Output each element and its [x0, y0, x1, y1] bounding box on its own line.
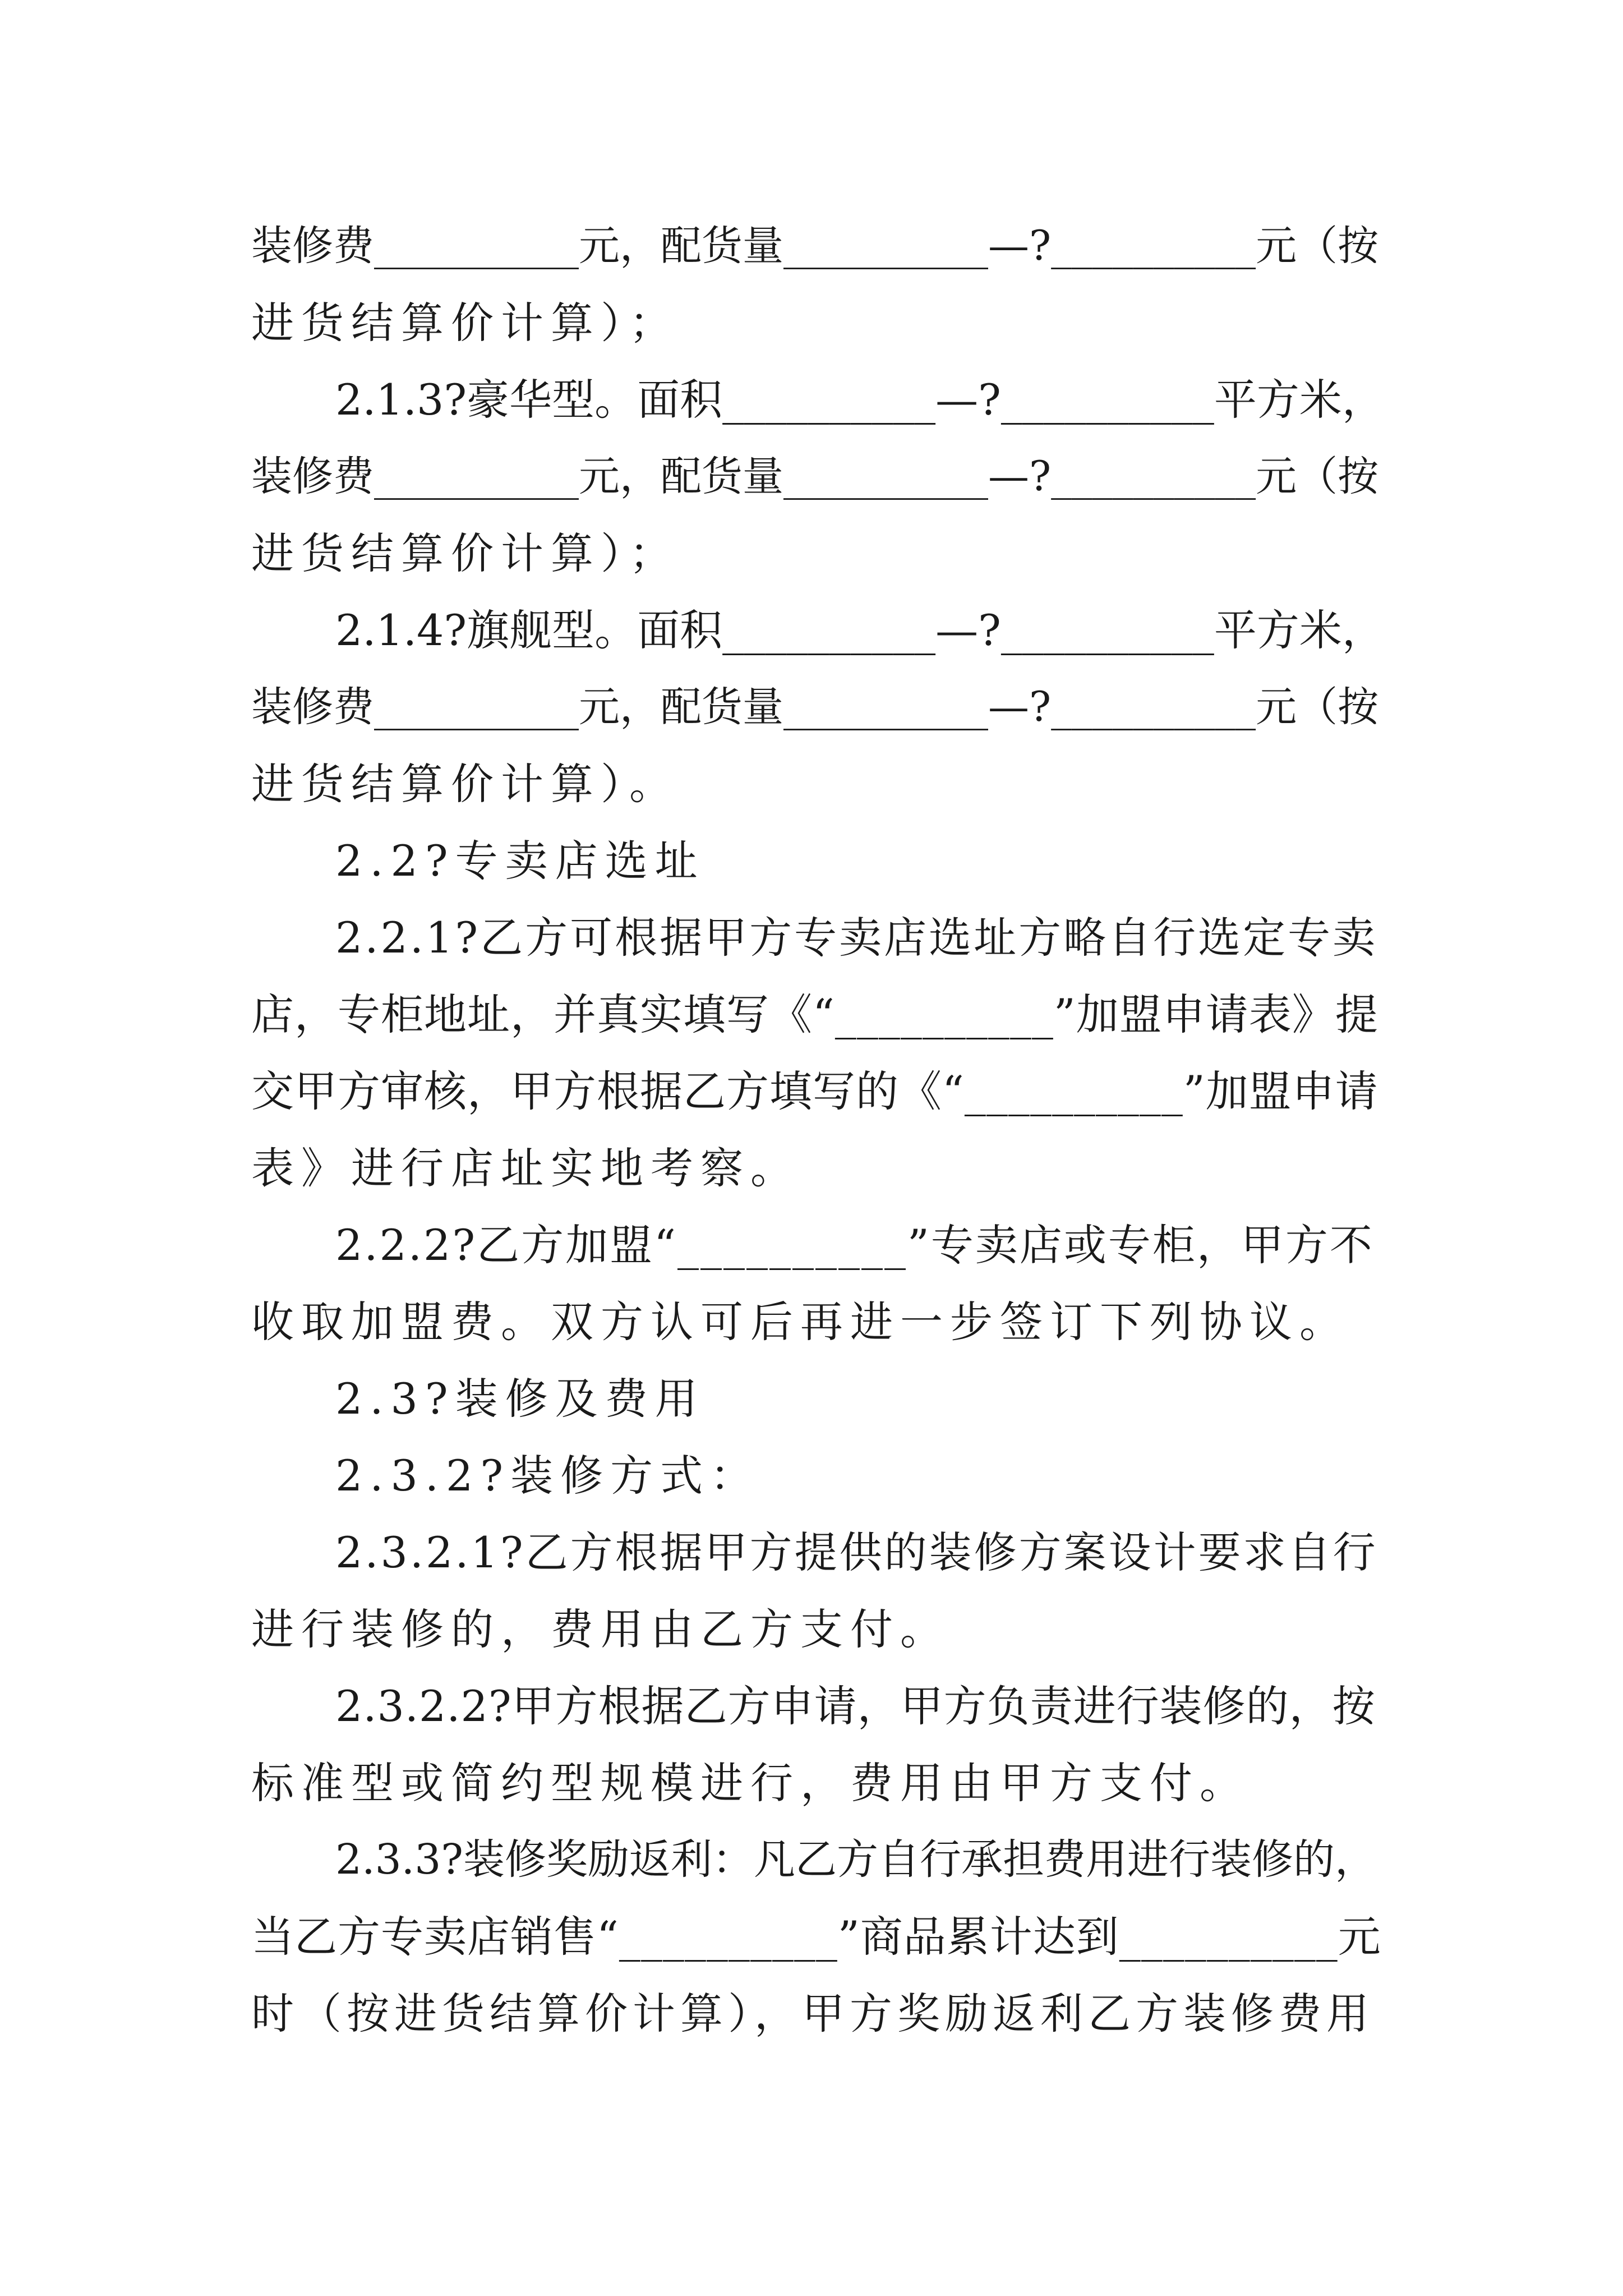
section-heading-2-2: 2.2?专卖店选址 — [335, 836, 705, 886]
text-line: 装修费__________元，配货量__________—?__________元（按 — [251, 222, 1379, 270]
text-line: 进货结算价计算）； — [251, 528, 679, 578]
clause-2-3-2-2: 2.3.2.2?甲方根据乙方申请，甲方负责进行装修的，按 — [335, 1681, 1376, 1731]
text-line: 进货结算价计算）； — [251, 298, 679, 348]
text-line: 店，专柜地址，并真实填写《“__________”加盟申请表》提 — [251, 990, 1378, 1039]
text-line: 表》进行店址实地考察。 — [251, 1143, 800, 1193]
text-line: 标准型或简约型规模进行，费用由甲方支付。 — [251, 1758, 1249, 1808]
clause-2-2-2: 2.2.2?乙方加盟“__________”专卖店或专柜，甲方不 — [335, 1220, 1374, 1270]
text-line: 收取加盟费。双方认可后再进一步签订下列协议。 — [251, 1297, 1349, 1347]
document-page — [251, 208, 1384, 2052]
clause-2-3-3: 2.3.3?装修奖励返利：凡乙方自行承担费用进行装修的， — [335, 1835, 1376, 1884]
clause-2-1-4: 2.1.4?旗舰型。面积__________—?__________平方米， — [335, 605, 1385, 655]
text-line: 当乙方专卖店销售“__________”商品累计达到__________元 — [251, 1912, 1381, 1962]
text-line: 进行装修的，费用由乙方支付。 — [251, 1604, 950, 1654]
section-heading-2-3: 2.3?装修及费用 — [335, 1374, 705, 1424]
text-line: 装修费__________元，配货量__________—?__________元（按 — [251, 453, 1379, 500]
text-line: 时（按进货结算价计算），甲方奖励返利乙方装修费用 — [251, 1989, 1374, 2039]
clause-2-3-2: 2.3.2?装修方式： — [335, 1451, 760, 1501]
clause-2-3-2-1: 2.3.2.1?乙方根据甲方提供的装修方案设计要求自行 — [335, 1527, 1378, 1577]
text-line: 交甲方审核，甲方根据乙方填写的《“__________”加盟申请 — [251, 1066, 1378, 1116]
clause-2-2-1: 2.2.1?乙方可根据甲方专卖店选址方略自行选定专卖 — [335, 913, 1378, 963]
clause-2-1-3: 2.1.3?豪华型。面积__________—?__________平方米， — [335, 375, 1385, 425]
text-line: 装修费__________元，配货量__________—?__________元（按 — [251, 683, 1379, 731]
text-line: 进货结算价计算）。 — [251, 759, 679, 809]
